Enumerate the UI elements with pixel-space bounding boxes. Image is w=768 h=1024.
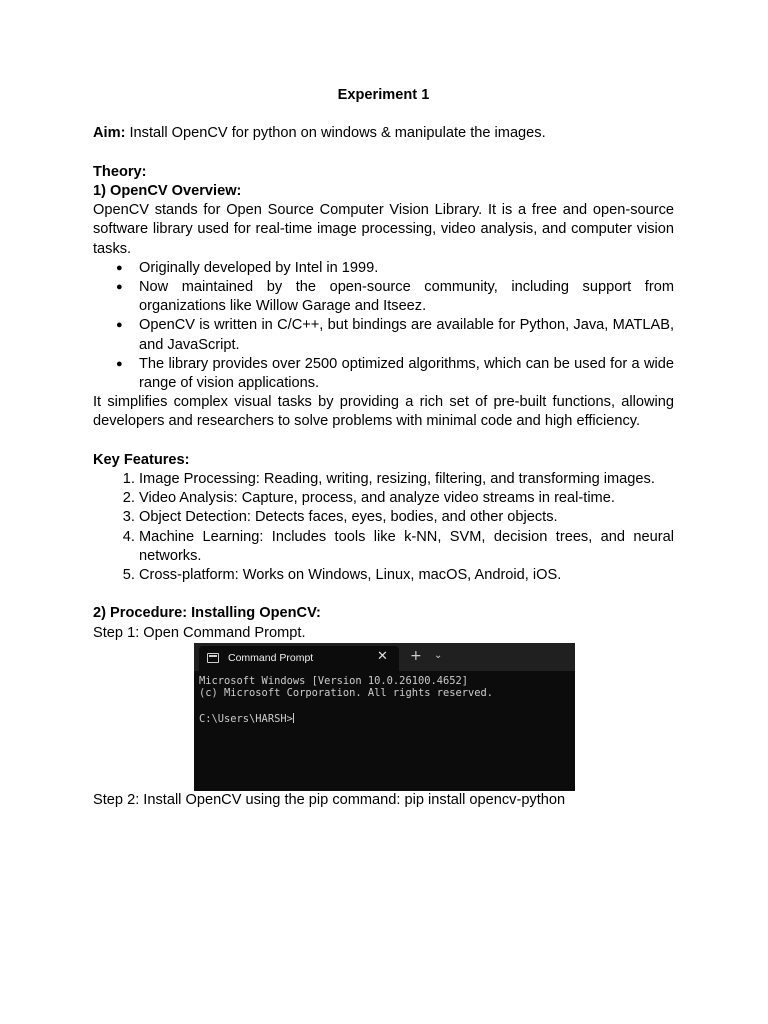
overview-bullet-list	[93, 259, 674, 393]
terminal-output	[199, 675, 493, 725]
step-2: Step 2: Install OpenCV using the pip command: pip install opencv-python	[93, 791, 566, 808]
list-item: 5. Cross-platform: Works on Windows, Linux, macOS, Android, iOS.	[139, 566, 674, 585]
list-item: ● Originally developed by Intel in 1999.	[139, 259, 674, 278]
step-1: Step 1: Open Command Prompt.	[93, 624, 306, 641]
terminal-line: (c) Microsoft Corporation. All rights reserved.	[199, 687, 494, 700]
terminal-tab-title: Command Prompt	[228, 651, 314, 664]
chevron-down-icon[interactable]: ⌄	[434, 649, 443, 661]
terminal-icon	[207, 653, 219, 663]
features-list	[93, 470, 674, 585]
summary-paragraph: It simplifies complex visual tasks by providing a rich set of pre-built functions, allowing developers and researchers to solve problems with minimal code and high efficiency.	[93, 394, 674, 430]
list-item: 1. Image Processing: Reading, writing, resizing, filtering, and transforming images.	[139, 470, 674, 489]
list-item: ● Now maintained by the open-source community, including support from organizations like Willow Garage and Itseez.	[139, 278, 674, 316]
new-tab-icon[interactable]: +	[410, 647, 422, 664]
terminal-prompt: C:\Users\HARSH>	[199, 712, 293, 725]
list-item: ● OpenCV is written in C/C++, but bindings are available for Python, Java, MATLAB, and JavaScript.	[139, 316, 674, 354]
list-item: 3. Object Detection: Detects faces, eyes, bodies, and other objects.	[139, 508, 674, 527]
procedure-heading: 2) Procedure: Installing OpenCV:	[93, 605, 321, 622]
aim-label: Aim:	[93, 125, 126, 142]
list-item: 2. Video Analysis: Capture, process, and analyze video streams in real-time.	[139, 489, 674, 508]
terminal-tab[interactable]	[199, 646, 399, 671]
text-cursor	[293, 713, 294, 723]
overview-paragraph: OpenCV stands for Open Source Computer Vision Library. It is a free and open-source software library used for real-time image processing, video analysis, and computer vision tasks.	[93, 202, 674, 257]
document-page	[93, 86, 674, 810]
close-icon[interactable]: ✕	[377, 648, 388, 664]
list-item: 4. Machine Learning: Includes tools like k-NN, SVM, decision trees, and neural networks.	[139, 528, 674, 566]
list-item: ● The library provides over 2500 optimized algorithms, which can be used for a wide range of vision applications.	[139, 355, 674, 393]
document-title: Experiment 1	[337, 87, 430, 103]
command-prompt-screenshot	[194, 643, 575, 791]
terminal-tab-bar	[194, 643, 575, 671]
theory-heading: Theory:	[93, 163, 147, 180]
aim-line	[93, 124, 674, 143]
aim-text: Install OpenCV for python on windows & manipulate the images.	[125, 125, 546, 142]
terminal-line	[199, 700, 493, 713]
overview-heading: 1) OpenCV Overview:	[93, 182, 242, 199]
terminal-prompt-line[interactable]	[199, 713, 493, 726]
features-heading: Key Features:	[93, 451, 190, 468]
terminal-line: Microsoft Windows [Version 10.0.26100.4652]	[199, 674, 468, 687]
